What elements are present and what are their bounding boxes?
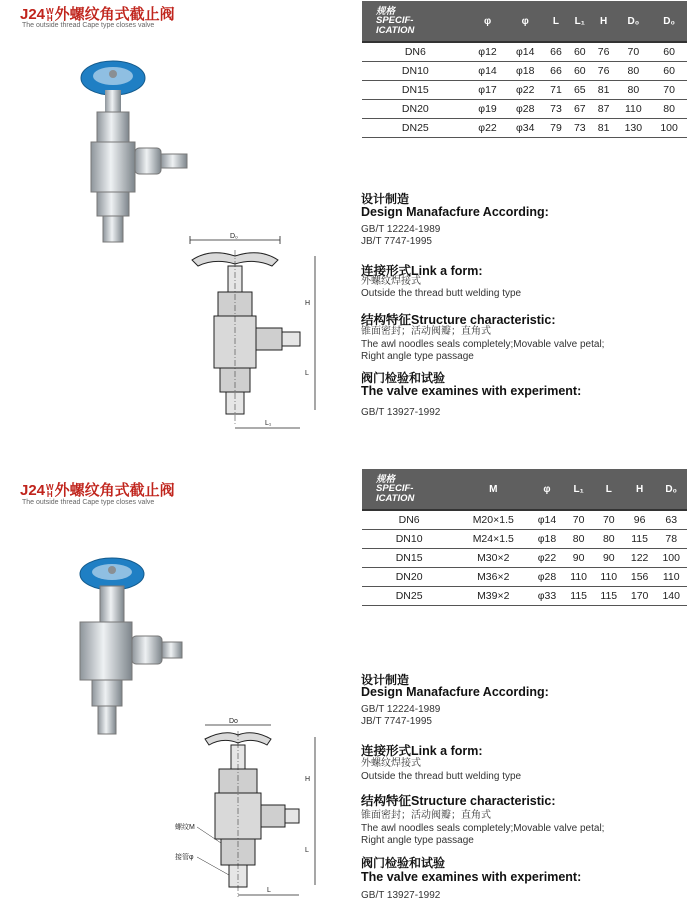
- dim-label-l1: L₁: [265, 420, 272, 427]
- technical-drawing: [180, 230, 330, 438]
- dim-label-h: H: [305, 776, 311, 783]
- structure-cn: 锥面密封；活动阀瓣；直角式: [361, 326, 491, 337]
- dim-label-l: L: [305, 370, 309, 377]
- table-row: DN25 φ22 φ34 79 73 81 130 100: [362, 119, 687, 138]
- table-row: DN25 M39×2 φ33 115 115 170 140: [362, 587, 687, 606]
- table-row: DN15 M30×2 φ22 90 90 122 100: [362, 549, 687, 568]
- connect-heading: 连接形式Link a form:: [361, 744, 483, 758]
- exam-heading-en: The valve examines with experiment:: [361, 870, 582, 884]
- weld-pipe-label: 接管φ: [175, 854, 194, 861]
- spec-table: [362, 1, 687, 138]
- structure-cn: 锥面密封；活动阀瓣；直角式: [361, 810, 491, 821]
- table-row: DN6 φ12 φ14 66 60 76 70 60: [362, 42, 687, 62]
- connect-cn: 外螺纹焊接式: [361, 276, 421, 287]
- table-row: DN20 φ19 φ28 73 67 87 110 80: [362, 100, 687, 119]
- exam-heading-en: The valve examines with experiment:: [361, 384, 582, 398]
- spec-header: 规格 SPECIF- ICATION: [362, 469, 456, 510]
- table-row: DN15 φ17 φ22 71 65 81 80 70: [362, 81, 687, 100]
- dim-label-d0: D₀: [230, 233, 238, 240]
- connect-cn: 外螺纹焊接式: [361, 758, 421, 769]
- table-row: DN10 φ14 φ18 66 60 76 80 60: [362, 62, 687, 81]
- connect-heading: 连接形式Link a form:: [361, 264, 483, 278]
- exam-standard: GB/T 13927-1992: [361, 407, 441, 418]
- col-header: D₀: [655, 469, 687, 510]
- table-header-row: [362, 469, 687, 510]
- standard: JB/T 7747-1995: [361, 236, 432, 247]
- col-header: M: [456, 469, 530, 510]
- col-header: L₁: [564, 469, 594, 510]
- valve-photo: [75, 50, 200, 245]
- col-header: H: [624, 469, 656, 510]
- dim-label-h: H: [305, 300, 311, 307]
- standard: GB/T 12224-1989: [361, 224, 441, 235]
- product-subtitle: The outside thread Cape type closes valve: [22, 499, 155, 506]
- table-header-row: [362, 1, 687, 42]
- design-heading-cn: 设计制造: [361, 192, 410, 206]
- product-title: J24W H 外螺纹角式截止阀: [20, 6, 175, 24]
- table-row: DN20 M36×2 φ28 110 110 156 110: [362, 568, 687, 587]
- standard: JB/T 7747-1995: [361, 716, 432, 727]
- structure-heading: 结构特征Structure characteristic:: [361, 313, 556, 327]
- exam-standard: GB/T 13927-1992: [361, 890, 441, 901]
- table-row: DN6 M20×1.5 φ14 70 70 96 63: [362, 510, 687, 530]
- exam-heading-cn: 阀门检验和试验: [361, 371, 446, 385]
- section-2: [0, 455, 700, 905]
- col-header: D₀: [616, 1, 652, 42]
- col-header: H: [592, 1, 616, 42]
- col-header: L: [544, 1, 568, 42]
- design-heading-cn: 设计制造: [361, 673, 410, 687]
- table-row: DN10 M24×1.5 φ18 80 80 115 78: [362, 530, 687, 549]
- col-header: D₀: [651, 1, 687, 42]
- design-heading-en: Design Manafacfure According:: [361, 205, 549, 219]
- exam-heading-cn: 阀门检验和试验: [361, 856, 446, 870]
- spec-table: [362, 469, 687, 606]
- section-1: [0, 0, 700, 450]
- col-header: L: [594, 469, 624, 510]
- dim-label-l: L: [305, 847, 309, 854]
- design-heading-en: Design Manafacfure According:: [361, 685, 549, 699]
- spec-header: 规格 SPECIF- ICATION: [362, 1, 469, 42]
- structure-en: Right angle type passage: [361, 351, 474, 362]
- structure-en: The awl noodles seals completely;Movable valve petal;: [361, 823, 605, 834]
- valve-photo: [70, 550, 195, 745]
- col-header: φ: [530, 469, 563, 510]
- col-header: φ: [469, 1, 507, 42]
- technical-drawing: [175, 717, 325, 903]
- structure-heading: 结构特征Structure characteristic:: [361, 794, 556, 808]
- connect-en: Outside the thread butt welding type: [361, 288, 522, 299]
- dim-label-l1: L: [267, 887, 271, 894]
- col-header: φ: [506, 1, 544, 42]
- connect-en: Outside the thread butt welding type: [361, 771, 522, 782]
- thread-label: 螺纹M: [175, 824, 195, 831]
- dim-label-d0: Do: [229, 718, 238, 725]
- product-title: J24W H 外螺纹角式截止阀: [20, 482, 175, 500]
- col-header: L₁: [568, 1, 592, 42]
- structure-en: Right angle type passage: [361, 835, 474, 846]
- standard: GB/T 12224-1989: [361, 704, 441, 715]
- product-subtitle: The outside thread Cape type closes valve: [22, 22, 155, 29]
- structure-en: The awl noodles seals completely;Movable valve petal;: [361, 339, 605, 350]
